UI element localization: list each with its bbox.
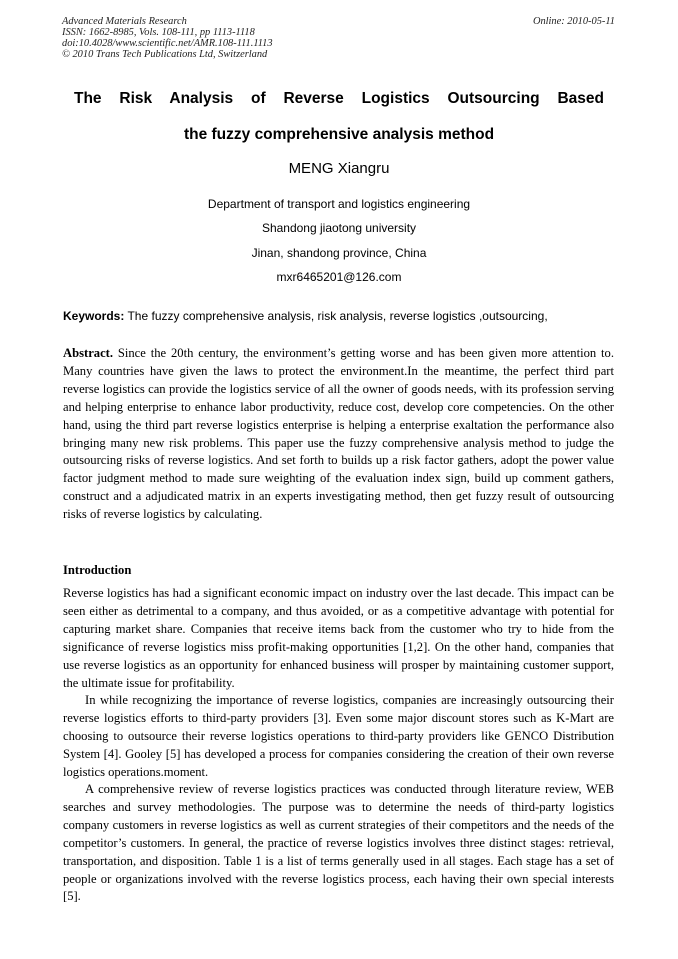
introduction-paragraph-1: Reverse logistics has had a significant economic impact on industry over the last decade. This impact can be seen either as detrimental to a company, and thus avoided, or as a competitive advantage with potential for capturing market share. Companies that receive items back from the customer who try to hide from the significance of reverse logistics miss profit-making opportunities [1,2]. On the other hand, companies that use reverse logistics as an opportunity for enhanced business will prosper by maintaining customer support, the ultimate issue for profitability.	[63, 586, 614, 690]
keywords-text: The fuzzy comprehensive analysis, risk analysis, reverse logistics ,outsourcing,	[124, 309, 548, 323]
journal-name: Advanced Materials Research	[62, 16, 187, 27]
doi-line: doi:10.4028/www.scientific.net/AMR.108-111.1113	[62, 38, 273, 49]
keywords	[63, 309, 617, 323]
author-email: mxr6465201@126.com	[276, 270, 402, 284]
affiliation-university: Shandong jiaotong university	[261, 221, 417, 235]
paper-title-line-2: the fuzzy comprehensive analysis method	[183, 126, 495, 143]
abstract	[63, 345, 614, 524]
abstract-text: Since the 20th century, the environment’s getting worse and has been given more attention to. Many countries have given the laws to protect the environment.In the meantime, the perfect third part reverse logistics can provide the logistics service of all the owner of goods needs, with its profession serving and helping enterprise to enhance labor productivity, reduce cost, develop core competencies. On the other hand, using the third part reverse logistics enterprise is helping a enterprise exaltation the performance also bringing many new risk problems. This paper use the fuzzy comprehensive analysis method to judge the outsourcing risks of reverse logistics. And set forth to builds up a risk factor gathers, adopt the power value factor judgment method to made sure weighting of the evaluation index sign, build up comment gathers, construct and a adjudicated matrix in an experts investigating method, then get fuzzy result of outsourcing risks of reverse logistics by calculating.	[63, 346, 614, 522]
affiliation-department: Department of transport and logistics engineering	[207, 197, 471, 211]
journal-header	[62, 16, 273, 60]
introduction-heading: Introduction	[63, 563, 132, 577]
online-date: Online: 2010-05-11	[532, 16, 615, 27]
introduction-paragraph-2: In while recognizing the importance of reverse logistics, companies are increasingly outsourcing their reverse logistics efforts to third-party providers [3]. Even some major discount stores such as K-Mart are choosing to outsource their reverse logistics operations to third-party providers like GENCO Distribution System [4]. Gooley [5] has developed a process for companies considering the creation of their own reverse logistics operations.moment.	[63, 693, 614, 779]
issn-line: ISSN: 1662-8985, Vols. 108-111, pp 1113-1118	[62, 27, 255, 38]
affiliation-location: Jinan, shandong province, China	[251, 246, 427, 260]
author-name: MENG Xiangru	[288, 160, 390, 177]
abstract-label: Abstract.	[63, 346, 114, 360]
introduction-paragraph-3: A comprehensive review of reverse logistics practices was conducted through literature review, WEB searches and survey methodologies. The purpose was to determine the needs of third-party logistics company customers in reverse logistics as well as current strategies of their competitors and the needs of the competitor’s customers. In general, the practice of reverse logistics involves three distinct stages: retrieval, transportation, and disposition. Table 1 is a list of terms generally used in all stages. Each stage has a set of people or organizations involved with the reverse logistics process, each having their own special interests [5].	[63, 782, 614, 904]
copyright-line: © 2010 Trans Tech Publications Ltd, Switzerland	[62, 49, 268, 60]
paper-title-line-1: The Risk Analysis of Reverse Logistics Outsourcing Based	[74, 90, 604, 107]
keywords-label: Keywords:	[63, 309, 125, 323]
